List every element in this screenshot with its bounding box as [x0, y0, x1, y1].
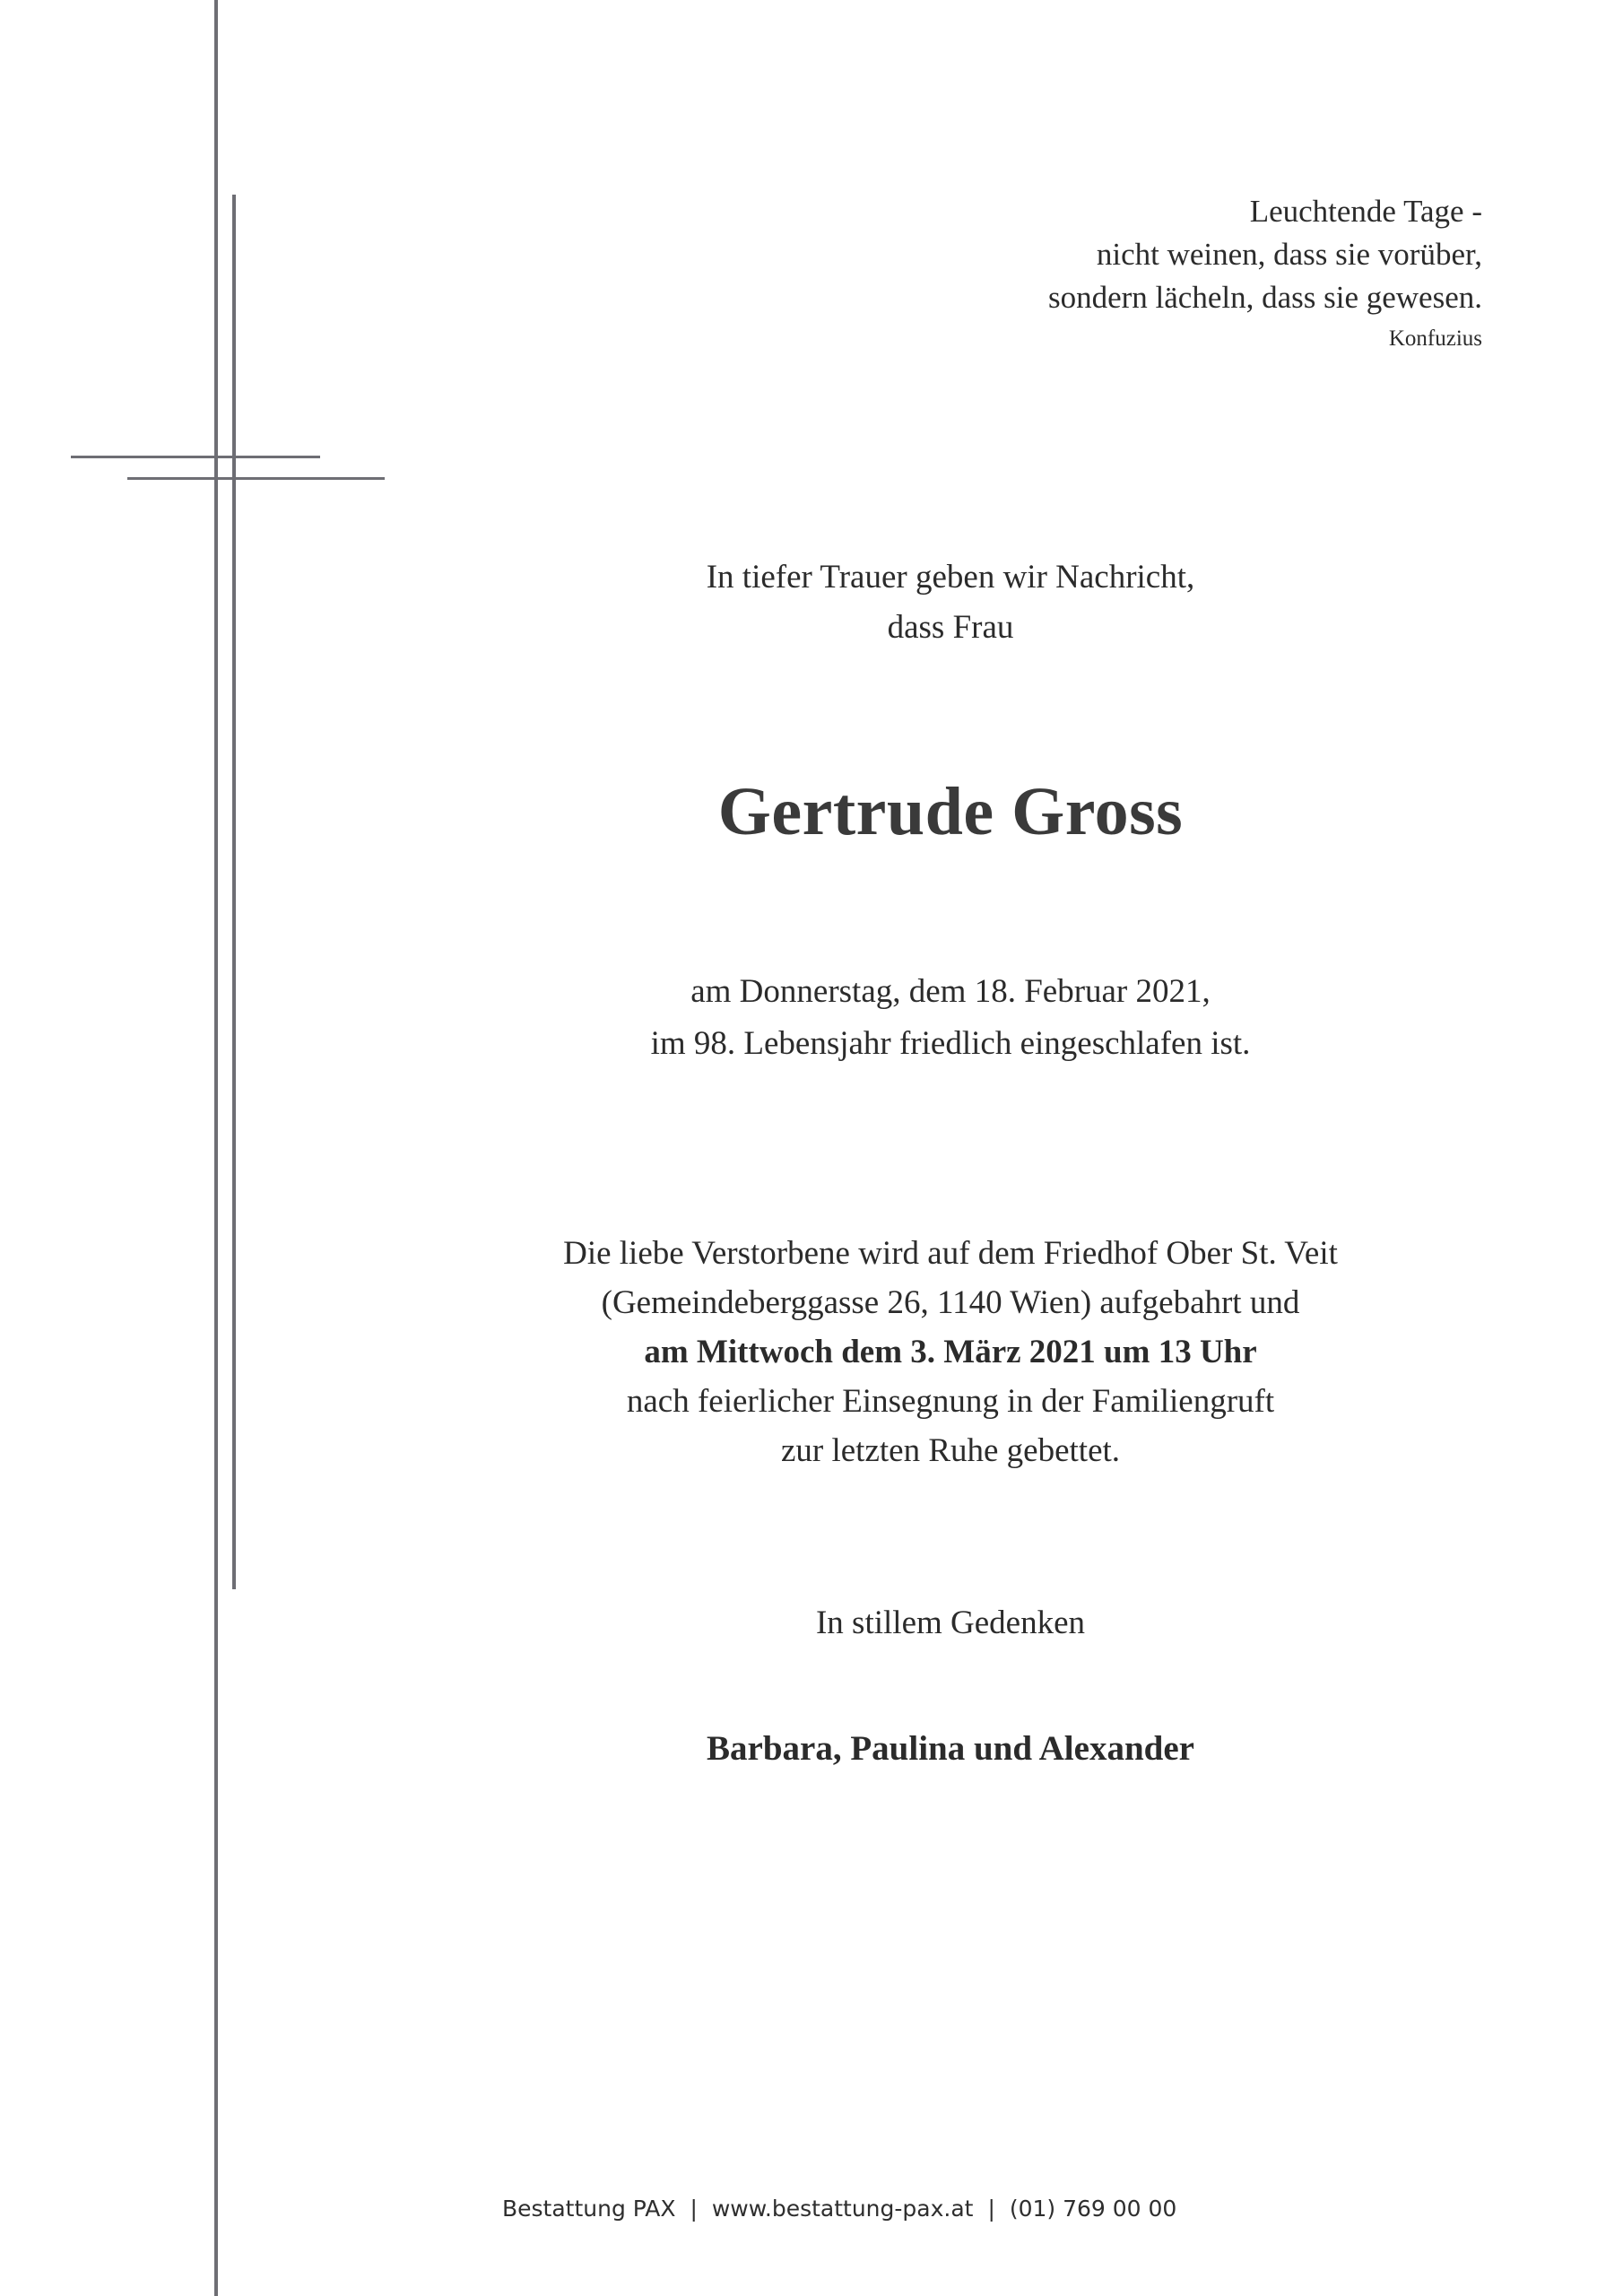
family-names: Barbara, Paulina und Alexander [707, 1729, 1194, 1768]
quote-line: nicht weinen, dass sie vorüber, [1096, 237, 1482, 272]
deceased-name: Gertrude Gross [717, 774, 1184, 849]
quote-line: Leuchtende Tage - [1249, 194, 1482, 229]
intro-line: dass Frau [887, 609, 1014, 646]
funeral-date-time: am Mittwoch dem 3. März 2021 um 13 Uhr [644, 1334, 1257, 1370]
cross-horizontal-line-upper [71, 456, 320, 458]
footer-website: www.bestattung-pax.at [711, 2196, 974, 2222]
death-notice [395, 966, 1506, 1070]
quote-author: Konfuzius [1388, 326, 1482, 351]
footer-company: Bestattung PAX [502, 2196, 676, 2222]
quote-line: sondern lächeln, dass sie gewesen. [1047, 280, 1482, 315]
cross-vertical-line-long [214, 0, 218, 2296]
cross-horizontal-line-lower [127, 477, 385, 480]
funeral-home-footer [502, 2194, 1176, 2224]
funeral-details [395, 1229, 1506, 1475]
funeral-line: zur letzten Ruhe gebettet. [780, 1432, 1121, 1469]
memorial-phrase: In stillem Gedenken [815, 1605, 1086, 1641]
funeral-line: nach feierlicher Einsegnung in der Familiengruft [626, 1383, 1275, 1420]
footer-separator: | [987, 2196, 995, 2222]
footer-phone: (01) 769 00 00 [1009, 2196, 1177, 2222]
footer-separator: | [690, 2196, 698, 2222]
intro-line: In tiefer Trauer geben wir Nachricht, [706, 559, 1195, 596]
funeral-line: Die liebe Verstorbene wird auf dem Friedhof Ober St. Veit [563, 1235, 1338, 1272]
death-line: im 98. Lebensjahr friedlich eingeschlafen ist. [650, 1025, 1251, 1062]
funeral-line: (Gemeindeberggasse 26, 1140 Wien) aufgebahrt und [601, 1284, 1300, 1321]
quote-block [1048, 190, 1482, 357]
death-line: am Donnerstag, dem 18. Februar 2021, [690, 973, 1211, 1010]
cross-vertical-line-short [232, 195, 236, 1589]
announcement-intro [395, 552, 1506, 653]
